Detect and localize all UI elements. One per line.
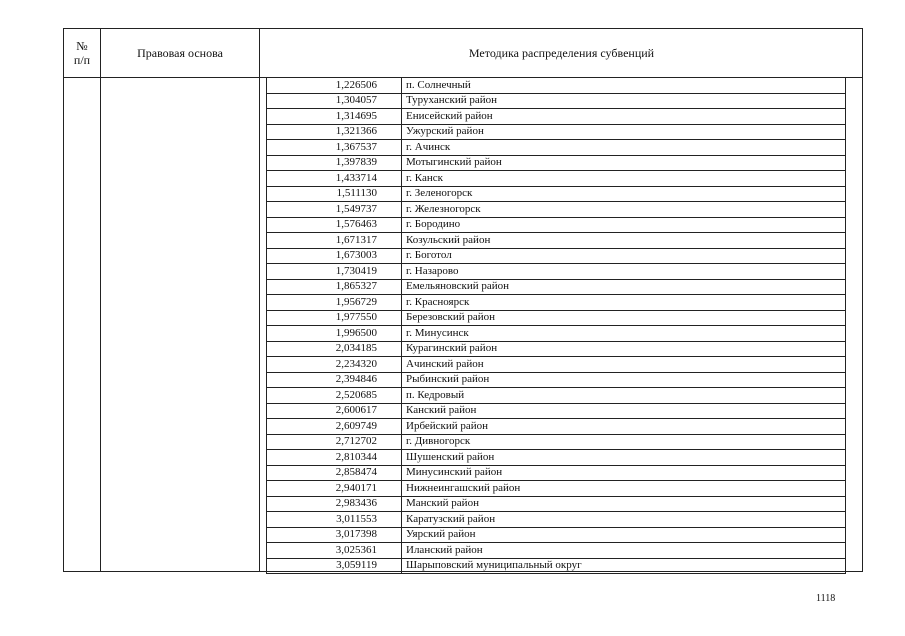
table-row	[267, 264, 846, 280]
table-row	[267, 124, 846, 140]
coefficient-cell: 2,520685	[267, 388, 402, 404]
coefficient-cell: 3,059119	[267, 558, 402, 574]
table-row	[267, 155, 846, 171]
table-row	[267, 233, 846, 249]
municipality-cell: Емельяновский район	[402, 279, 846, 295]
table-row	[267, 496, 846, 512]
municipality-cell: г. Минусинск	[402, 326, 846, 342]
municipality-cell: г. Канск	[402, 171, 846, 187]
page-number: 1118	[816, 593, 836, 604]
table-row	[267, 512, 846, 528]
coefficient-cell: 2,034185	[267, 341, 402, 357]
column-divider-basis	[259, 29, 260, 571]
table-row	[267, 543, 846, 559]
table-row	[267, 357, 846, 373]
municipality-cell: Шарыповский муниципальный округ	[402, 558, 846, 574]
coefficient-cell: 1,673003	[267, 248, 402, 264]
municipality-cell: Манский район	[402, 496, 846, 512]
coefficient-cell: 1,576463	[267, 217, 402, 233]
municipality-cell: г. Красноярск	[402, 295, 846, 311]
coefficient-cell: 1,304057	[267, 93, 402, 109]
coefficient-cell: 2,858474	[267, 465, 402, 481]
municipality-cell: г. Бородино	[402, 217, 846, 233]
municipality-cell: г. Дивногорск	[402, 434, 846, 450]
municipality-cell: г. Зеленогорск	[402, 186, 846, 202]
municipality-cell: Иланский район	[402, 543, 846, 559]
municipality-cell: Енисейский район	[402, 109, 846, 125]
header-num-line2: п/п	[73, 53, 91, 67]
municipality-cell: п. Солнечный	[402, 78, 846, 94]
coefficient-cell: 3,017398	[267, 527, 402, 543]
header-num	[64, 29, 100, 77]
table-row	[267, 341, 846, 357]
table-row	[267, 279, 846, 295]
municipality-cell: Каратузский район	[402, 512, 846, 528]
municipality-cell: г. Ачинск	[402, 140, 846, 156]
coefficient-cell: 1,996500	[267, 326, 402, 342]
municipality-cell: Уярский район	[402, 527, 846, 543]
table-row	[267, 372, 846, 388]
coefficient-cell: 2,810344	[267, 450, 402, 466]
column-divider-num	[100, 29, 101, 571]
table-row	[267, 450, 846, 466]
table-row	[267, 93, 846, 109]
coefficient-cell: 1,321366	[267, 124, 402, 140]
municipality-cell: г. Боготол	[402, 248, 846, 264]
header-distribution-method: Методика распределения субвенций	[468, 46, 655, 60]
table-row	[267, 434, 846, 450]
header-legal-basis: Правовая основа	[137, 46, 223, 60]
table-row	[267, 465, 846, 481]
coefficient-table-body	[267, 78, 846, 574]
coefficient-cell: 1,314695	[267, 109, 402, 125]
municipality-cell: Канский район	[402, 403, 846, 419]
municipality-cell: Курагинский район	[402, 341, 846, 357]
table-row	[267, 186, 846, 202]
coefficient-cell: 1,226506	[267, 78, 402, 94]
municipality-cell: Туруханский район	[402, 93, 846, 109]
coefficient-cell: 2,940171	[267, 481, 402, 497]
table-row	[267, 481, 846, 497]
table-row	[267, 310, 846, 326]
table-row	[267, 403, 846, 419]
coefficient-cell: 2,609749	[267, 419, 402, 435]
table-row	[267, 295, 846, 311]
municipality-cell: Нижнеингашский район	[402, 481, 846, 497]
municipality-cell: Ирбейский район	[402, 419, 846, 435]
coefficient-cell: 1,956729	[267, 295, 402, 311]
coefficient-cell: 1,730419	[267, 264, 402, 280]
coefficient-cell: 1,671317	[267, 233, 402, 249]
municipality-cell: Рыбинский район	[402, 372, 846, 388]
coefficient-cell: 2,394846	[267, 372, 402, 388]
coefficient-cell: 1,865327	[267, 279, 402, 295]
table-row	[267, 109, 846, 125]
coefficient-cell: 2,600617	[267, 403, 402, 419]
coefficient-table	[266, 77, 846, 574]
header-num-line1: №	[76, 39, 88, 53]
municipality-cell: п. Кедровый	[402, 388, 846, 404]
coefficient-cell: 3,011553	[267, 512, 402, 528]
table-row	[267, 217, 846, 233]
municipality-cell: Козульский район	[402, 233, 846, 249]
table-row	[267, 78, 846, 94]
coefficient-cell: 1,977550	[267, 310, 402, 326]
coefficient-cell: 2,983436	[267, 496, 402, 512]
table-row	[267, 248, 846, 264]
table-row	[267, 419, 846, 435]
coefficient-cell: 2,712702	[267, 434, 402, 450]
table-row	[267, 326, 846, 342]
coefficient-cell: 3,025361	[267, 543, 402, 559]
table-row	[267, 558, 846, 574]
municipality-cell: г. Назарово	[402, 264, 846, 280]
municipality-cell: Минусинский район	[402, 465, 846, 481]
municipality-cell: г. Железногорск	[402, 202, 846, 218]
municipality-cell: Мотыгинский район	[402, 155, 846, 171]
coefficient-cell: 1,397839	[267, 155, 402, 171]
coefficient-cell: 1,367537	[267, 140, 402, 156]
coefficient-cell: 1,549737	[267, 202, 402, 218]
municipality-cell: Ужурский район	[402, 124, 846, 140]
coefficient-cell: 1,433714	[267, 171, 402, 187]
municipality-cell: Ачинский район	[402, 357, 846, 373]
table-row	[267, 171, 846, 187]
table-row	[267, 388, 846, 404]
municipality-cell: Березовский район	[402, 310, 846, 326]
table-row	[267, 202, 846, 218]
table-row	[267, 527, 846, 543]
municipality-cell: Шушенский район	[402, 450, 846, 466]
table-row	[267, 140, 846, 156]
coefficient-cell: 1,511130	[267, 186, 402, 202]
coefficient-cell: 2,234320	[267, 357, 402, 373]
